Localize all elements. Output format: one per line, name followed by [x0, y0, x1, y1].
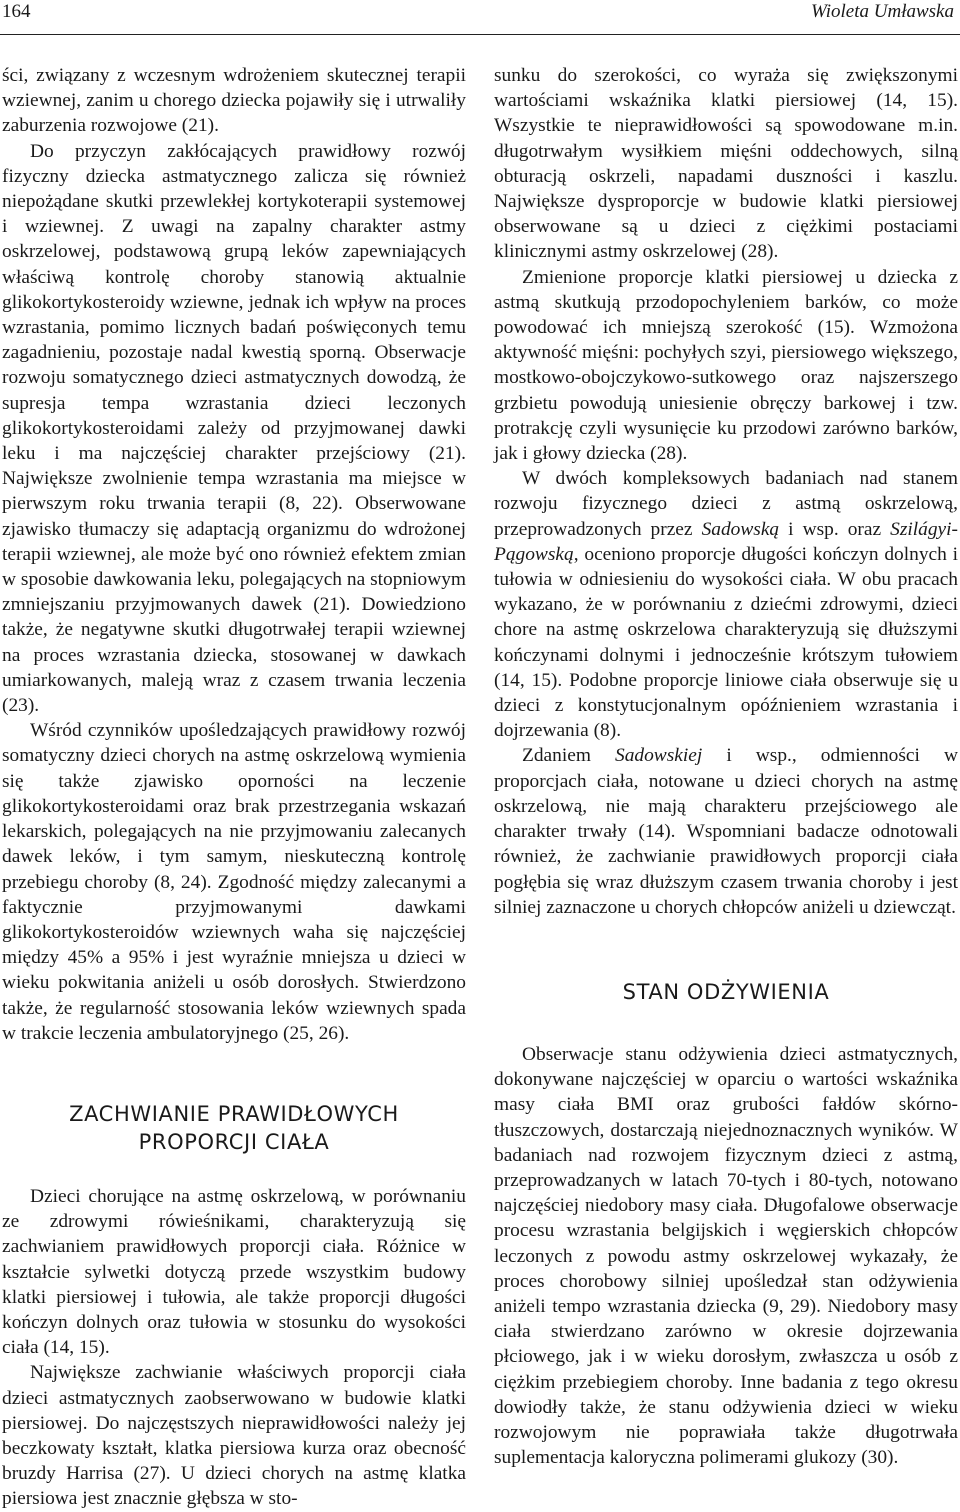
left-column [2, 63, 466, 1512]
running-head-author: Wioleta Umławska [810, 1, 954, 22]
right-paragraph-4 [494, 743, 958, 919]
section-heading-body-proportions [2, 1100, 466, 1156]
section-heading-line-1: ZACHWIANIE PRAWIDŁOWYCH [69, 1101, 399, 1126]
right-paragraph-1: sunku do szerokości, co wyraża się zwiększonymi wartościami wskaźnika klatki piersiowej (14, 15). Wszystkie te nieprawidłowości są spowodowane m.in. długotrwałym wysiłkiem mięśni oddechowych, silną obturacją oskrzeli, napadami duszności i kaszlu. Największe dysproporcje w budowie klatki piersiowej obserwowane są u dzieci z ciężkimi postaciami klinicznymi astmy oskrzelowej (28). [494, 65, 958, 263]
right-paragraph-4-text-a: Zdaniem [522, 745, 615, 767]
right-paragraph-5: Obserwacje stanu odżywienia dzieci astmatycznych, dokonywane najczęściej w oparciu o wartości wskaźnika masy ciała BMI oraz grubości fałdów skórno-tłuszczowych, dostarczają niejednoznacznych wyników. W badaniach nad rozwojem fizycznym dzieci z astmą, przeprowadzanych w latach 70-tych i 80-tych, notowano najczęściej niedobory masy ciała. Długofalowe obserwacje procesu wzrastania belgijskich i węgierskich chłopców leczonych z powodu astmy oskrzelowej wykazały, że proces chorobowy silniej upośledzał stan odżywienia aniżeli tempo wzrastania dziecka (9, 29). Niedobory masy ciała stwierdzano zarówno w okresie dojrzewania płciowego, jak i w wieku dorosłym, zwłaszcza u osób z ciężkim przebiegiem choroby. Inne badania z tego okresu dowiodły także, że stanu odżywienia dzieci w wieku rozwojowym nie poprawiała także długotrwała suplementacja kaloryczna polimerami glukozy (30). [494, 1043, 958, 1469]
right-paragraph-3-text-c: , oceniono proporcje długości kończyn dolnych i tułowia w odniesieniu do wysokości ciała. W obu pracach wykazano, że w porównaniu z dziećmi zdrowymi, dzieci chore na astmę oskrzelowa charakteryzują się dłuższymi kończynami dolnymi i jednocześnie krótszym tułowiem (14, 15). Podobne proporcje liniowe ciała obserwuje się u dzieci z konstytucjonalnym opóźnieniem wzrastania i dojrzewania (8). [494, 543, 958, 742]
left-paragraph-5: Największe zachwianie właściwych proporcji ciała dzieci astmatycznych zaobserwowano w budowie klatki piersiowej. Do najczęstszych nieprawidłowości należy jej beczkowaty kształt, klatka piersiowa kurza oraz obecność bruzdy Harrisa (27). U dzieci chorych na astmę klatka piersiowa jest znacznie głębsza w sto- [2, 1362, 466, 1510]
right-paragraph-2: Zmienione proporcje klatki piersiowej u dziecka z astmą skutkują przodopochyleniem barków, co może powodować ich mniejszą szerokość (15). Wzmożona aktywność mięśni: pochyłych szyi, piersiowego większego, mostkowo-obojczykowo-sutkowego oraz najszerszego grzbietu powodują uniesienie obręczy barkowej i tzw. protrakcję czyli wysunięcie ku przodowi zarówno barków, jak i głowy dziecka (28). [494, 266, 958, 465]
left-paragraph-1: ści, związany z wczesnym wdrożeniem skutecznej terapii wziewnej, zanim u chorego dziecka pojawiły się i utrwaliły zaburzenia rozwojowe (21). [2, 65, 466, 137]
page-number: 164 [2, 1, 31, 22]
section-heading-line-2: PROPORCJI CIAŁA [138, 1129, 330, 1154]
right-column [494, 63, 958, 1470]
section-heading-nutrition: STAN ODŻYWIENIA [622, 979, 830, 1004]
right-paragraph-3-text-a: W dwóch kompleksowych badaniach nad stanem rozwoju fizycznego dzieci z astmą oskrzelową, przeprowadzonych przez [494, 468, 958, 540]
author-name-sadowska: Sadowską [701, 518, 780, 540]
left-paragraph-3: Wśród czynników upośledzających prawidłowy rozwój somatyczny dzieci chorych na astmę oskrzelową wymienia się także zjawisko oporności na leczenie glikokortykosteroidami oraz brak przestrzegania wskazań lekarskich, polegających na nie przyjmowaniu zalecanych dawek leków, i tym samym, nieskuteczną kontrolę przebiegu choroby (8, 24). Zgodność między zalecanymi a faktycznie przyjmowanymi dawkami glikokortykosteroidów wziewnych waha się najczęściej między 45% a 95% i jest wyraźnie mniejsza u dzieci w wieku pokwitania aniżeli u osób dorosłych. Stwierdzono także, że regularność stosowania leków wziewnych spada w trakcie leczenia ambulatoryjnego (25, 26). [2, 720, 466, 1044]
left-paragraph-4: Dzieci chorujące na astmę oskrzelową, w porównaniu ze zdrowymi rówieśnikami, charakteryzują się zachwianiem prawidłowych proporcji ciała. Różnice w kształcie sylwetki dotyczą przede wszystkim budowy klatki piersiowej i tułowia, ale także proporcji długości kończyn dolnych oraz tułowia w stosunku do wysokości ciała (14, 15). [2, 1185, 466, 1359]
page-header [0, 0, 960, 35]
author-name-szilagyi-pagowska: Szilágyi-Pągowską [494, 518, 958, 565]
author-name-sadowskiej: Sadowskiej [615, 745, 703, 767]
right-paragraph-3 [494, 466, 958, 743]
left-paragraph-2: Do przyczyn zakłócających prawidłowy rozwój fizyczny dziecka astmatycznego zalicza się również niepożądane skutki przewlekłej kortykoterapii systemowej i wziewnej. Z uwagi na zapalny charakter astmy oskrzelowej, podstawową grupą leków zapewniających właściwą kontrolę choroby stanowią aktualnie glikokortykosteroidy wziewne, jednak ich wpływ na proces wzrastania, pomimo licznych badań poświęconych temu zagadnieniu, pozostaje nadal kwestią sporną. Obserwacje rozwoju somatycznego dzieci astmatycznych dowodzą, że supresja tempa wzrastania dzieci leczonych glikokortykosteroidami zależy od przyjmowanej dawki leku i ma najczęściej charakter przejściowy (21). Największe zwolnienie tempa wzrastania ma miejsce w pierwszym roku trwania terapii (8, 22). Obserwowane zjawisko tłumaczy się adaptacją organizmu do wdrożonej terapii wziewnej, ale może być ono również efektem zmian w sposobie dawkowania leku, polegających na stopniowym zmniejszaniu przyjmowanych dawek (21). Dowiedziono także, że negatywne skutki długotrwałej terapii wziewnej na proces wzrastania dziecka, stosowanej w dawkach umiarkowanych, maleją wraz z czasem trwania leczenia (23). [2, 140, 466, 717]
right-paragraph-4-text-b: i wsp., odmienności w proporcjach ciała, notowane u dzieci chorych na astmę oskrzelową, nie mają charakteru przejściowego ale charakter trwały (14). Wspomniani badacze odnotowali również, że zachwianie prawidłowych proporcji ciała pogłębia się wraz dłuższym czasem trwania choroby i jest silniej zaznaczone u chorych chłopców aniżeli u dziewcząt. [494, 745, 958, 918]
right-paragraph-3-text-b: i wsp. oraz [779, 518, 891, 540]
